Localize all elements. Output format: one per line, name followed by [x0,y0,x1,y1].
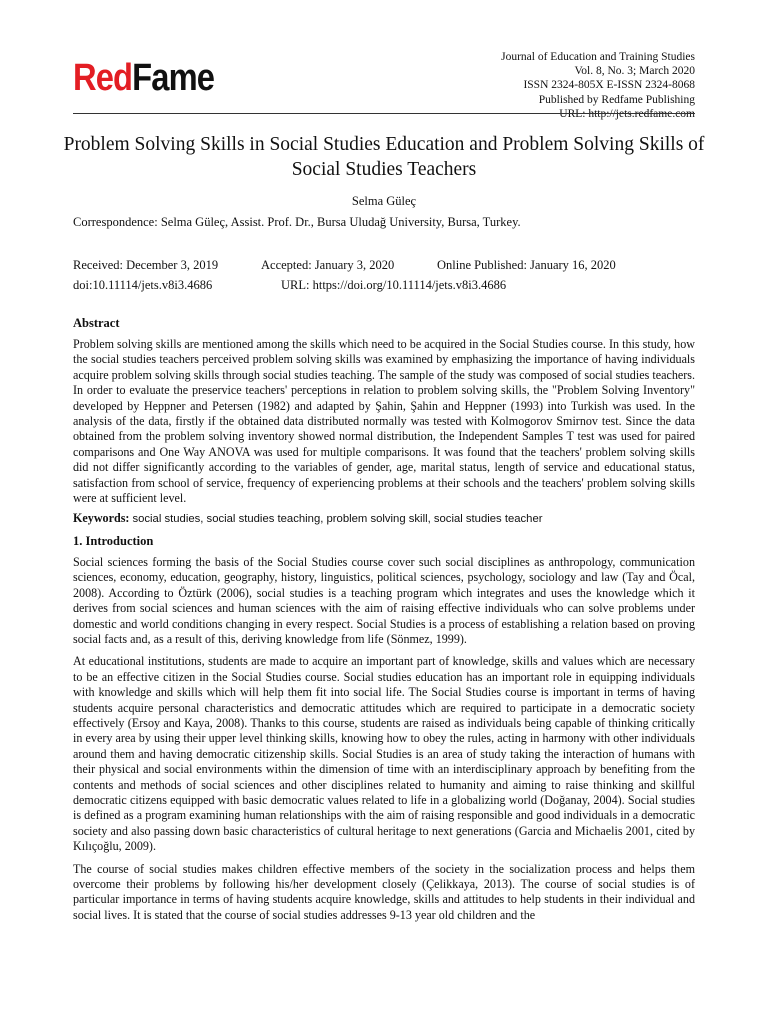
abstract-heading: Abstract [73,316,120,330]
article-title: Problem Solving Skills in Social Studies Education and Problem Solving Skills of Social Studies Teachers [63,134,705,180]
accepted-date: Accepted: January 3, 2020 [261,258,395,272]
intro-paragraph-3: The course of social studies makes children effective members of the society in the socialization process and helps them overcome their problems by following his/her development closely (Çelikkaya, 2013). The course of social studies is of particular importance in terms of having students acquire knowledge, skills and attitudes to help students in their individual and social lives. It is stated that the course of social studies addresses 9-13 year old children and the [73,861,695,922]
journal-publisher: Published by Redfame Publishing [538,93,695,106]
intro-paragraph-1: Social sciences forming the basis of the Social Studies course cover such social disciplines as anthropology, communication sciences, economy, education, geography, history, linguistics, political sciences, psychology, sociology and law (Tay and Öcal, 2008). According to Öztürk (2006), social studies is a teaching program which integrates and uses the knowledge which it derives from social sciences and human sciences with the aim of raising effective individuals who can solve problems under domestic and world conditions changing in every respect. Social Studies is a process of establishing a relation based on proving social facts and, as a result of this, deriving knowledge from life (Sönmez, 1999). [73,554,695,646]
article-body [73,316,695,923]
redfame-logo [73,56,214,100]
keywords-label: Keywords: [73,511,130,526]
received-date: Received: December 3, 2019 [73,258,219,272]
journal-issn: ISSN 2324-805X E-ISSN 2324-8068 [523,79,695,92]
doi: doi:10.11114/jets.v8i3.4686 [73,278,213,292]
header-divider [73,113,695,114]
abstract-text: Problem solving skills are mentioned among the skills which need to be acquired in the Social Studies course. In this study, how the social studies teachers perceived problem solving skills was examined by emphasizing the importance of having individuals acquire problem solving skills through social studies teaching. The sample of the study was composed of social studies teachers. In order to evaluate the preservice teachers' perceptions in relation to problem solving skills, the "Problem Solving Inventory" developed by Heppner and Petersen (1982) and adapted by Şahin, Şahin and Heppner (1993) into Turkish was used. In the analysis of the data, firstly if the obtained data distributed normally was tested with Kolmogorov Smirnov test. Since the data obtained from the problem solving inventory showed normal distribution, the Independent Samples T test was used for paired comparisons and One Way ANOVA was used for multiple comparisons. It was found that the teachers' problem solving skills did not differ significantly according to the variables of gender, age, marital status, length of service and educational status, satisfaction from school of service, frequency of experiencing problems at their schools and the teachers' problem solving skills were at sufficient level. [73,337,695,506]
journal-info [375,50,695,121]
journal-volume: Vol. 8, No. 3; March 2020 [574,65,695,78]
published-date: Online Published: January 16, 2020 [437,258,616,272]
introduction-heading: 1. Introduction [73,533,154,548]
correspondence: Correspondence: Selma Güleç, Assist. Prof. Dr., Bursa Uludağ University, Bursa, Turkey. [73,215,521,229]
keywords [73,511,695,527]
intro-paragraph-2: At educational institutions, students are made to acquire an important part of knowledge, skills and values which are necessary to be an effective citizen in the Social Studies course. Social studies education has an important role in equipping individuals with knowledge and skills which will help them fit into social life. The Social Studies course is important in terms of having students acquire personal characteristics and democratic attitudes which are required to participate in a democratic society effectively (Ersoy and Kaya, 2008). Thanks to this course, students are raised as individuals being capable of thinking critically in every area by using their upper level thinking skills, knowing how to obey the rules, acting in harmony with other individuals around them and having democratic citizenship skills. Social Studies is an area of study taking the interaction of humans with their physical and social environments within the dimension of time with an interdisciplinary approach by benefiting from the contents and methods of social sciences and other disciplines related to humanity and aiming to raise thinking and skillful democratic citizens equipped with basic democratic values related to life in a globalizing world (Doğanay, 2004). Social studies is defined as a program examining human relationships with the aim of raising responsible and good individuals in a democratic society and also passing down basic characteristics of cultural heritage to next generations (Garcia and Michaelis 2001, cited by Kılıçoğlu, 2009). [73,654,695,854]
doi-url[interactable]: URL: https://doi.org/10.11114/jets.v8i3.4686 [281,278,507,292]
article-author: Selma Güleç [351,194,417,208]
logo-red-part: Red [73,57,133,99]
logo-black-part: Fame [132,57,215,99]
keywords-list: social studies, social studies teaching, problem solving skill, social studies teacher [132,513,543,526]
publication-dates [73,255,695,295]
journal-name: Journal of Education and Training Studies [501,51,695,63]
